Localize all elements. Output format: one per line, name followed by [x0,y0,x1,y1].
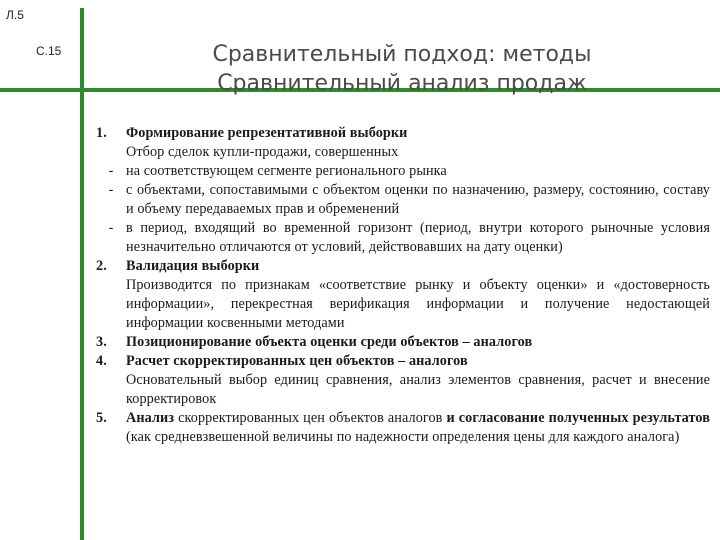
section-5-plain-2: (как средневзвешенной величины по надежности определения цены для каждого аналога) [126,429,680,445]
section-5-bold-2: и согласование полученных результатов [446,410,710,426]
section-1-heading: Формирование репрезентативной выборки [126,125,408,141]
slide-marker-top: Л.5 [6,8,24,22]
slide-title [84,40,720,98]
section-5-bold-1: Анализ [126,410,175,426]
section-1-bullet-3 [96,219,710,257]
slide-marker-sub: С.15 [36,44,62,58]
section-2-heading-row [96,257,710,276]
bullet-dash: - [108,220,114,236]
section-5-row [96,409,710,447]
bullet-1-text: на соответствующем сегменте регионального рынка [126,163,447,179]
section-1-heading-row [96,124,710,143]
bullet-dash: - [108,163,114,179]
section-2-number: 2. [96,258,107,274]
section-5-text [126,409,710,447]
section-2-heading: Валидация выборки [126,258,260,274]
title-line-1: Сравнительный подход: методы [212,42,592,67]
bullet-3-text: в период, входящий во временной горизонт (период, внутри которого рыночные условия незначительно отличаются от условий, действовавших на дату оценки) [126,220,710,255]
section-5-plain-1: скорректированных цен объектов аналогов [174,410,447,426]
slide-content [96,124,710,447]
section-4-number: 4. [96,353,107,369]
bullet-2-text: с объектами, сопоставимыми с объектом оценки по назначению, размеру, состоянию, составу и объему передаваемых прав и обременений [126,182,710,217]
section-1-bullet-2 [96,181,710,219]
section-3-heading: Позиционирование объекта оценки среди объектов – аналогов [126,334,533,350]
bullet-dash: - [108,182,114,198]
section-1-intro: Отбор сделок купли-продажи, совершенных [126,144,399,160]
section-2-text: Производится по признакам «соответствие рынку и объекту оценки» и «достоверность информации», перекрестная верификация информации и получение недостающей информации косвенными методами [126,277,710,331]
section-4-heading: Расчет скорректированных цен объектов – аналогов [126,353,468,369]
section-1-bullet-1 [96,162,710,181]
section-4-text: Основательный выбор единиц сравнения, анализ элементов сравнения, расчет и внесение корректировок [126,372,710,407]
section-5-number: 5. [96,410,107,426]
section-1-number: 1. [96,125,107,141]
section-3-heading-row [96,333,710,352]
section-3-number: 3. [96,334,107,350]
section-4-heading-row [96,352,710,371]
title-line-2: Сравнительный анализ продаж [217,71,587,96]
